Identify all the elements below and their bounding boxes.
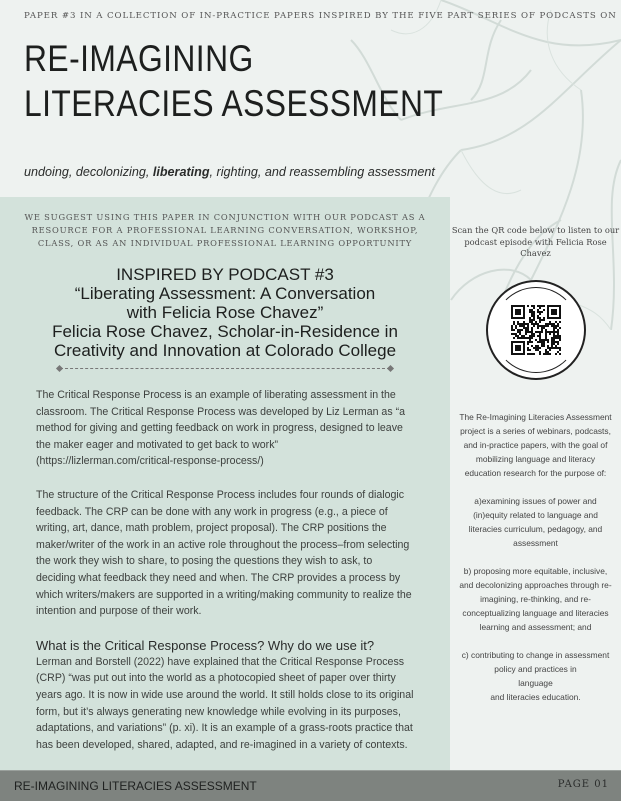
paragraph: Lerman and Borstell (2022) have explained that the Critical Response Process (CRP) “was put out into the world as a photocopied sheet of paper over thirty years ago. It is now in wide use around the world. It still holds close to its original form, but it’s always generating new knowledge while evolving in its purposes, adaptations, and variations” (p. xi). It is an example of a grass-roots practice that has been developed, shared, adapted, and re-imagined in a variety of contexts. (36, 655, 414, 751)
series-kicker: PAPER #3 IN A COLLECTION OF IN-PRACTICE PAPERS INSPIRED BY THE FIVE PART SERIES OF PODCASTS ON (24, 11, 617, 21)
podcast-title: “Liberating Assessment: A Conversation with Felicia Rose Chavez” (74, 284, 376, 322)
sidebar (450, 197, 621, 770)
divider (60, 368, 390, 369)
tagline-pre: undoing, decolonizing, (24, 165, 153, 179)
title-line-1: RE-IMAGINING (24, 38, 254, 79)
title-line-2: LITERACIES ASSESSMENT (24, 83, 444, 124)
purpose-item-a: a)examining issues of power and (in)equity related to language and literacies curriculum, pedagogy, and assessment (468, 495, 603, 548)
main-panel (0, 197, 450, 770)
project-description (450, 410, 621, 704)
purpose-item-c (458, 648, 613, 704)
purpose-c-2: language (518, 677, 553, 688)
usage-suggestion: WE SUGGEST USING THIS PAPER IN CONJUNCTION WITH OUR PODCAST AS A RESOURCE FOR A PROFESSIONAL LEARNING CONVERSATION, WORKSHOP, CLASS, OR AS AN INDIVIDUAL PROFESSIONAL LEARNING OPPORTUNITY (24, 212, 426, 248)
purpose-c-3: and literacies education. (490, 691, 581, 702)
body-text (0, 387, 450, 753)
tagline-bold: liberating (152, 165, 210, 179)
podcast-number: INSPIRED BY PODCAST #3 (116, 265, 334, 284)
podcast-heading (0, 265, 450, 360)
footer-title: RE-IMAGINING LITERACIES ASSESSMENT (14, 779, 257, 793)
section-heading: What is the Critical Response Process? Why do we use it? (36, 637, 375, 653)
page-number: PAGE 01 (557, 779, 609, 790)
qr-code-icon (511, 305, 561, 355)
paragraph: The structure of the Critical Response Process includes four rounds of dialogic feedback. The CRP can be done with any work in progress (e.g., a piece of writing, art, dance, math problem, project proposal). The CRP positions the maker/writer of the work in an active role throughout the process–from selecting the work they wish to share, to posing the questions they wish to ask, to deciding what feedback they need and when. The CRP provides a process by which writers/makers are supported in a writing/making community to realize the intention and purpose of their work. (36, 488, 412, 618)
document-title (24, 36, 443, 126)
about-text: The Re-Imagining Literacies Assessment project is a series of webinars, podcasts, and in-practice papers, with the goal of mobilizing language and literacy education research for the purpose of: (459, 411, 612, 478)
footer-bar (0, 770, 621, 801)
qr-code-badge[interactable] (486, 280, 586, 380)
podcast-guest: Felicia Rose Chavez, Scholar-in-Residence in Creativity and Innovation at Colorado College (52, 322, 398, 360)
paragraph: The Critical Response Process is an example of liberating assessment in the classroom. The Critical Response Process was developed by Liz Lerman as “a method for giving and getting feedback on work in progress, designed to leave the maker eager and motivated to get back to work” (https://lizlerman.com/critical-response-process/) (36, 389, 405, 468)
tagline-post: , righting, and reassembling assessment (209, 165, 435, 179)
purpose-c-1: c) contributing to change in assessment policy and practices in (461, 649, 610, 674)
purpose-item-b: b) proposing more equitable, inclusive, and decolonizing approaches through re-imagining, re-thinking, and re-conceptualizing language and literacies learning and assessment; and (459, 565, 612, 632)
scan-instructions: Scan the QR code below to listen to our podcast episode with Felicia Rose Chavez (451, 225, 620, 258)
tagline (24, 165, 435, 179)
